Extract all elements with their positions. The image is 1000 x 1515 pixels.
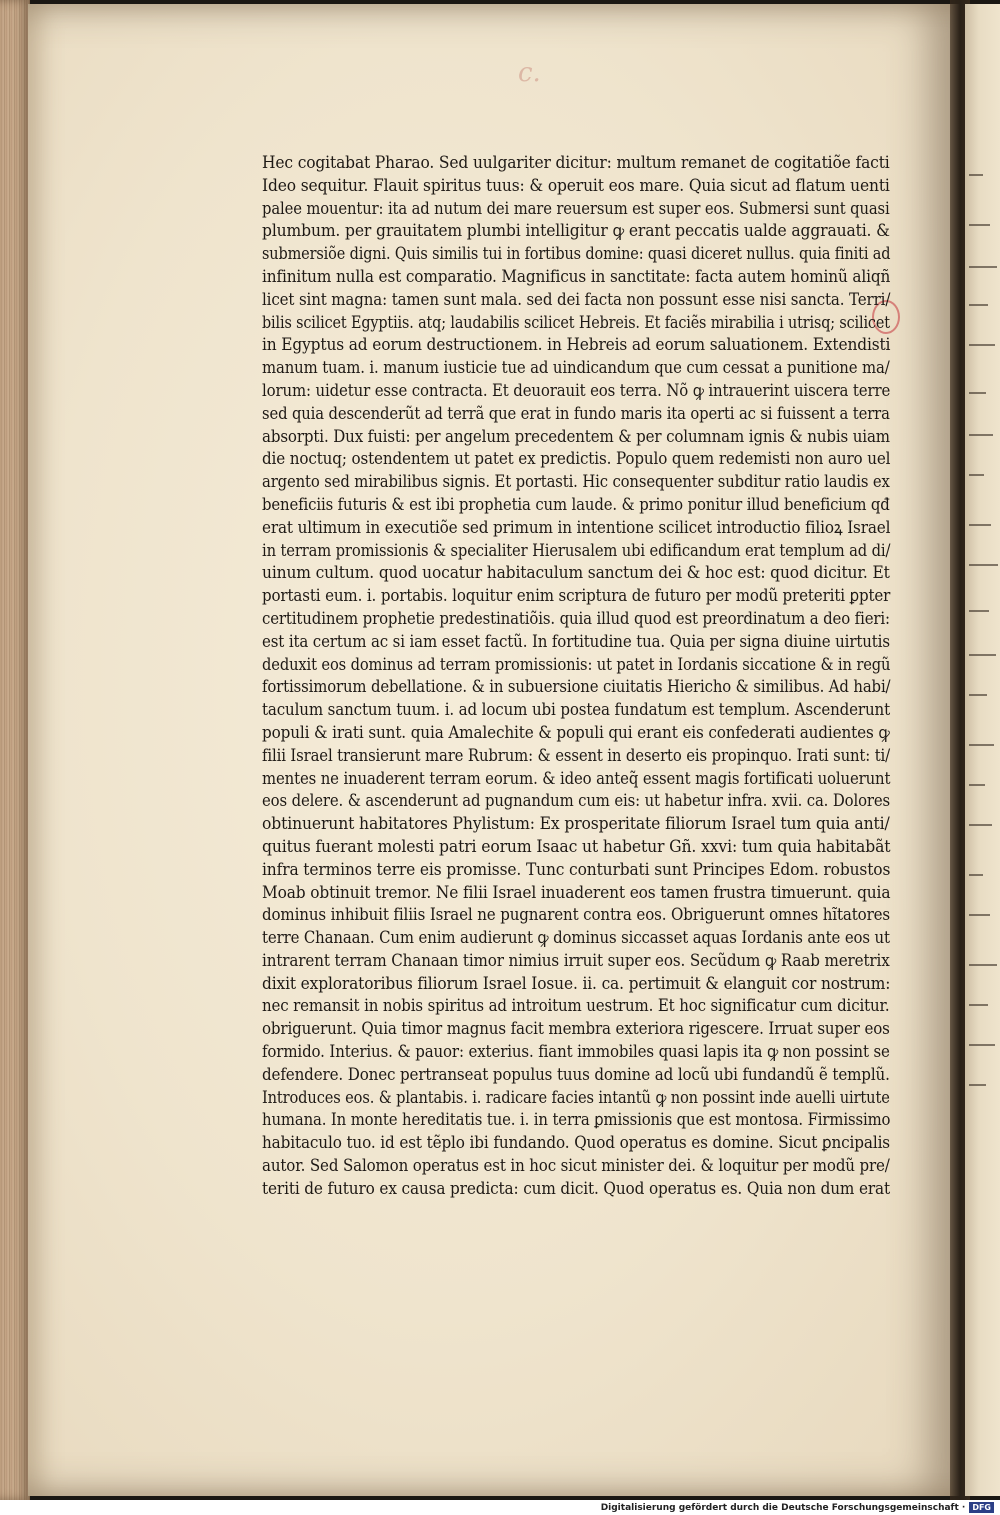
text-line: teriti de futuro ex causa predicta: cum dicit. Quod operatus es. Quia non dum erat: [262, 1178, 891, 1198]
footer-bar: [0, 1500, 1000, 1515]
facing-page-text-fragment: [969, 266, 997, 278]
text-line: intrarent terram Chanaan timor nimius irruit super eos. Secũdum ꝙ Raab meretrix: [262, 950, 890, 970]
page-edges: [0, 0, 30, 1500]
text-line: nec remansit in nobis spiritus ad introitum uestrum. Et hoc significatur cum dicitur.: [262, 996, 890, 1016]
text-line: argento sed mirabilibus signis. Et portasti. Hic consequenter subditur ratio laudis ex: [262, 472, 890, 492]
text-line: fortissimorum debellatione. & in subuersione ciuitatis Hiericho & similibus. Ad habi/: [262, 677, 891, 697]
text-line: infra terminos terre eis promisse. Tunc conturbati sunt Principes Edom. robustos: [262, 859, 891, 879]
text-line: habitaculo tuo. id est tẽplo ibi fundando. Quod operatus es domine. Sicut ꝑncipalis: [262, 1133, 890, 1153]
text-line: obriguerunt. Quia timor magnus facit membra exteriora rigescere. Irruat super eos: [262, 1019, 890, 1039]
facing-page-text-fragment: [969, 964, 997, 976]
facing-page-text-fragment: [969, 524, 991, 536]
text-line: autor. Sed Salomon operatus est in hoc sicut minister dei. & loquitur per modũ pre/: [262, 1156, 890, 1176]
faint-pencil-mark: c.: [518, 58, 541, 88]
text-line: dominus inhibuit filiis Israel ne pugnarent contra eos. Obriguerunt omnes hĩtatores: [262, 905, 891, 925]
facing-page-text-fragment: [969, 694, 987, 706]
text-line: die noctuq; ostendentem ut patet ex predictis. Populo quem redemisti non auro uel: [262, 449, 891, 469]
facing-page-text-fragment: [969, 1044, 995, 1056]
text-line: in terram promissionis & specialiter Hierusalem ubi edificandum erat templum ad di/: [262, 540, 891, 560]
facing-page-text-fragment: [969, 744, 994, 756]
text-line: quitus fuerant molesti patri eorum Isaac ut habetur Gñ. xxvi: tum quia habitabãt: [262, 836, 891, 856]
dfg-logo: DFG: [969, 1502, 994, 1513]
text-line: populi & irati sunt. quia Amalechite & populi qui erant eis confederati audientes ꝙ: [262, 722, 890, 742]
text-line: bilis scilicet Egyptiis. atq; laudabilis scilicet Hebreis. Et faciẽs mirabilia i utrisq; scilicet: [262, 312, 890, 332]
footer-credit: Digitalisierung gefördert durch die Deutsche Forschungsgemeinschaft ·: [600, 1502, 966, 1513]
text-line: dixit exploratoribus filiorum Israel Iosue. ii. ca. pertimuit & elanguit cor nostrum:: [262, 973, 891, 993]
facing-page-text-fragment: [969, 1004, 988, 1016]
text-line: sed quia descenderũt ad terrã que erat in fundo maris ita operti ac si fuissent a terra: [262, 403, 890, 423]
text-line: palee mouentur: ita ad nutum dei mare reuersum est super eos. Submersi sunt quasi: [262, 198, 890, 218]
text-line: humana. In monte hereditatis tue. i. in terra ꝑmissionis que est montosa. Firmissimo: [262, 1110, 891, 1130]
facing-page-text-fragment: [969, 564, 998, 576]
text-line: portasti eum. i. portabis. loquitur enim scriptura de futuro per modũ preteriti ꝑpter: [262, 586, 891, 606]
text-line: obtinuerunt habitatores Phylistum: Ex prosperitate filiorum Israel tum quia anti/: [262, 814, 890, 834]
facing-page-text-fragment: [969, 392, 986, 404]
text-line: in Egyptus ad eorum destructionem. in Hebreis ad eorum saluationem. Extendisti: [262, 335, 891, 355]
text-line: uinum cultum. quod uocatur habitaculum sanctum dei & hoc est: quod dicitur. Et: [262, 563, 890, 583]
facing-page-text-fragment: [969, 224, 990, 236]
text-line: submersiõe digni. Quis similis tui in fortibus domine: quasi diceret nullus. quia finiti ad: [262, 244, 891, 264]
facing-page-text-fragment: [969, 784, 985, 796]
text-line: erat ultimum in executiõe sed primum in intentione scilicet introductio filioꝝ Israel: [262, 517, 891, 537]
text-line: certitudinem prophetie predestinatiõis. quia illud quod est preordinatum a deo fieri:: [262, 608, 890, 628]
facing-page-text-fragment: [969, 474, 984, 486]
text-line: manum tuam. i. manum iusticie tue ad uindicandum que cum cessat a punitione ma/: [262, 358, 890, 378]
text-line: eos delere. & ascenderunt ad pugnandum cum eis: ut habetur infra. xvii. ca. Dolores: [262, 791, 891, 811]
text-line: absorpti. Dux fuisti: per angelum precedentem & per columnam ignis & nubis uiam: [262, 426, 890, 446]
facing-page-text-fragment: [969, 914, 990, 926]
facing-page-text-fragment: [969, 434, 993, 446]
text-line: infinitum nulla est comparatio. Magnificus in sanctitate: facta autem hominũ aliqñ: [262, 266, 891, 286]
text-line: defendere. Donec pertranseat populus tuus domine ad locũ ubi fundandũ ẽ templũ.: [262, 1064, 890, 1084]
text-line: plumbum. per grauitatem plumbi intelligitur ꝙ erant peccatis ualde aggrauati. &: [262, 221, 890, 241]
text-line: formido. Interius. & pauor: exterius. fiant immobiles quasi lapis ita ꝙ non possint se: [262, 1042, 890, 1062]
text-line: lorum: uidetur esse contracta. Et deuorauit eos terra. Nõ ꝙ intrauerint uiscera terre: [262, 380, 891, 400]
facing-page-text-fragment: [969, 654, 996, 666]
facing-page-text-fragment: [969, 344, 995, 356]
text-line: est ita certum ac si iam esset factũ. In fortitudine tua. Quia per signa diuine uirtutis: [262, 631, 890, 651]
text-line: taculum sanctum tuum. i. ad locum ubi postea fundatum est templum. Ascenderunt: [262, 700, 891, 720]
facing-page-text-fragment: [969, 874, 983, 886]
text-line: Hec cogitabat Pharao. Sed uulgariter dicitur: multum remanet de cogitatiõe facti: [262, 153, 890, 172]
facing-page-text-fragment: [969, 304, 988, 316]
text-line: licet sint magna: tamen sunt mala. sed dei facta non possunt esse nisi sancta. Terri/: [262, 289, 891, 309]
text-line: Ideo sequitur. Flauit spiritus tuus: & operuit eos mare. Quia sicut ad flatum uenti: [262, 175, 890, 195]
text-line: filii Israel transierunt mare Rubrum: & essent in deserto eis propinquo. Irati sunt: ti/: [262, 745, 891, 765]
text-line: deduxit eos dominus ad terram promissionis: ut patet in Iordanis siccatione & in regũ: [262, 654, 891, 674]
text-line: beneficiis futuris & est ibi prophetia cum laude. & primo ponitur illud beneficium qđ: [262, 494, 890, 514]
text-line: mentes ne inuaderent terram eorum. & ideo anteq̃ essent magis fortificati uoluerunt: [262, 768, 891, 788]
main-text-block: [262, 152, 890, 1201]
text-line: Introduces eos. & plantabis. i. radicare facies intantũ ꝙ non possint inde auelli uirtute: [262, 1087, 890, 1107]
facing-page-text-fragment: [969, 1084, 986, 1096]
facing-page-text-fragment: [969, 824, 992, 836]
facing-page-edge: [965, 4, 1000, 1496]
text-line: terre Chanaan. Cum enim audierunt ꝙ dominus siccasset aquas Iordanis ante eos ut: [262, 928, 890, 948]
facing-page-text-fragment: [969, 610, 989, 622]
text-line: Moab obtinuit tremor. Ne filii Israel inuaderent eos tamen frustra timuerunt. quia: [262, 882, 891, 902]
facing-page-text-fragment: [969, 174, 983, 186]
